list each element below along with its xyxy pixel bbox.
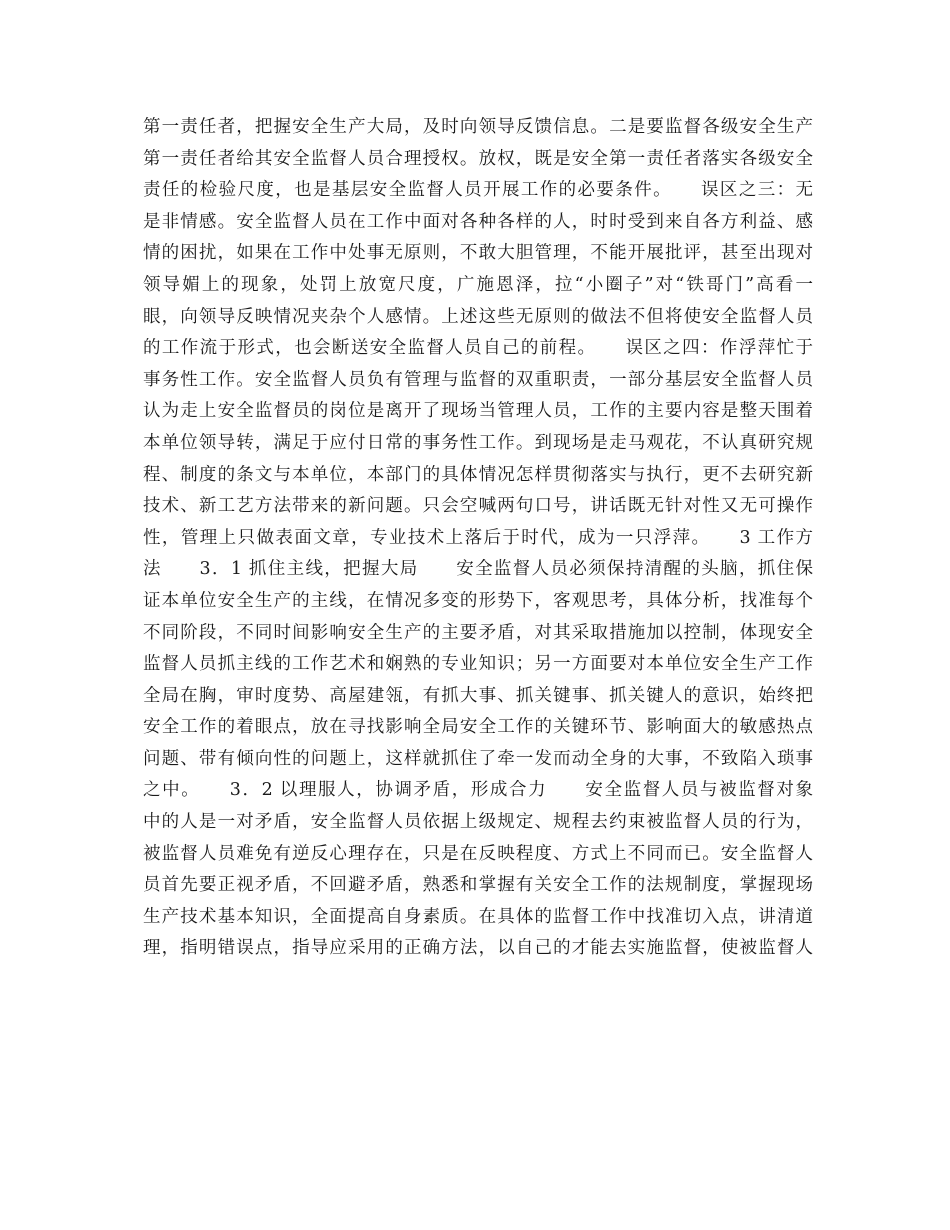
text-line: 全局在胸，审时度势、高屋建瓴，有抓大事、抓关键事、抓关键人的意识，始终把	[143, 685, 813, 706]
text-line: 领导媚上的现象，处罚上放宽尺度，广施恩泽，拉“小圈子”对“铁哥门”高看一	[143, 274, 813, 295]
text-line: 被监督人员难免有逆反心理存在，只是在反映程度、方式上不同而已。安全监督人	[143, 843, 813, 864]
text-line: 的工作流于形式，也会断送安全监督人员自己的前程。 误区之四：作浮萍忙于	[143, 338, 813, 359]
text-line: 不同阶段，不同时间影响安全生产的主要矛盾，对其采取措施加以控制，体现安全	[143, 622, 813, 643]
text-line: 情的困扰，如果在工作中处事无原则，不敢大胆管理，不能开展批评，甚至出现对	[143, 243, 813, 264]
text-line: 生产技术基本知识，全面提高自身素质。在具体的监督工作中找准切入点，讲清道	[143, 906, 813, 927]
text-line: 第一责任者给其安全监督人员合理授权。放权，既是安全第一责任者落实各级安全	[143, 148, 813, 169]
text-line: 第一责任者，把握安全生产大局，及时向领导反馈信息。二是要监督各级安全生产	[143, 117, 813, 137]
text-line: 证本单位安全生产的主线，在情况多变的形势下，客观思考，具体分析，找准每个	[143, 590, 813, 611]
text-line: 性，管理上只做表面文章，专业技术上落后于时代，成为一只浮萍。 3 工作方	[143, 527, 813, 548]
text-line: 员首先要正视矛盾，不回避矛盾，熟悉和掌握有关安全工作的法规制度，掌握现场	[143, 875, 813, 896]
text-line: 问题、带有倾向性的问题上，这样就抓住了牵一发而动全身的大事，不致陷入琐事	[143, 748, 813, 769]
text-line: 中的人是一对矛盾，安全监督人员依据上级规定、规程去约束被监督人员的行为，	[143, 812, 813, 833]
text-line: 理，指明错误点，指导应采用的正确方法，以自己的才能去实施监督，使被监督人	[143, 938, 813, 959]
text-line: 之中。 3．2 以理服人，协调矛盾，形成合力 安全监督人员与被监督对象	[143, 780, 813, 801]
text-line: 本单位领导转，满足于应付日常的事务性工作。到现场是走马观花，不认真研究规	[143, 432, 813, 453]
text-line: 法 3．1 抓住主线，把握大局 安全监督人员必须保持清醒的头脑，抓住保	[143, 559, 813, 580]
text-line: 事务性工作。安全监督人员负有管理与监督的双重职责，一部分基层安全监督人员	[143, 369, 813, 390]
text-line: 安全工作的着眼点，放在寻找影响全局安全工作的关键环节、影响面大的敏感热点	[143, 717, 813, 738]
body-text	[143, 112, 813, 965]
text-line: 责任的检验尺度，也是基层安全监督人员开展工作的必要条件。 误区之三：无	[143, 180, 813, 201]
text-line: 眼，向领导反映情况夹杂个人感情。上述这些无原则的做法不但将使安全监督人员	[143, 306, 813, 327]
text-line: 程、制度的条文与本单位，本部门的具体情况怎样贯彻落实与执行，更不去研究新	[143, 464, 813, 485]
text-line: 技术、新工艺方法带来的新问题。只会空喊两句口号，讲话既无针对性又无可操作	[143, 496, 813, 517]
text-line: 是非情感。安全监督人员在工作中面对各种各样的人，时时受到来自各方利益、感	[143, 211, 813, 232]
text-line: 认为走上安全监督员的岗位是离开了现场当管理人员，工作的主要内容是整天围着	[143, 401, 813, 422]
text-line: 监督人员抓主线的工作艺术和娴熟的专业知识；另一方面要对本单位安全生产工作	[143, 654, 813, 675]
